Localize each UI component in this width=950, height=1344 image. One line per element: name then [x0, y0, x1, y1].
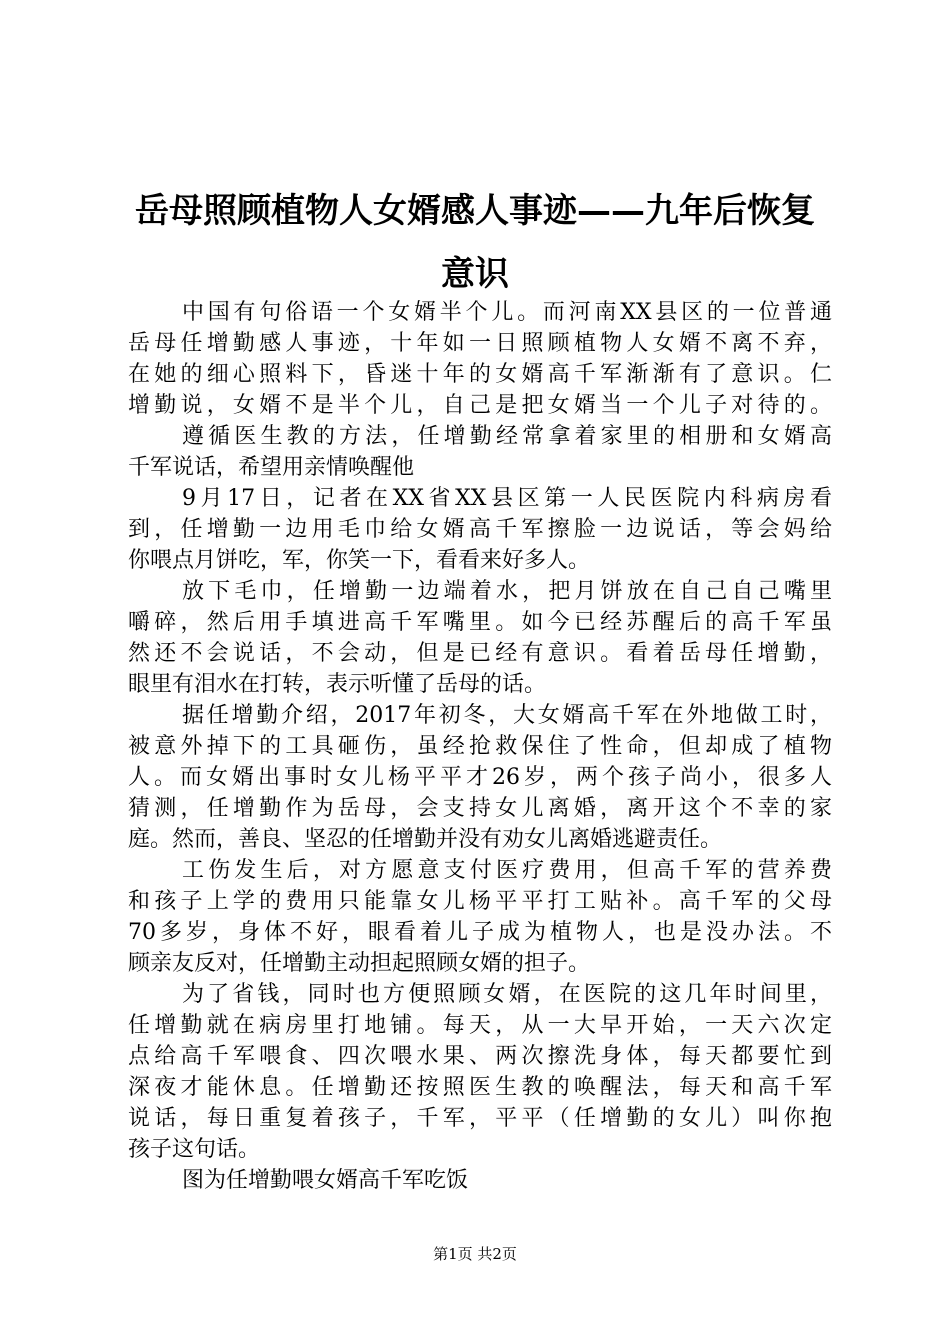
body-line: 据任增勤介绍，2017年初冬，大女婿高千军在外地做工时， — [182, 703, 832, 728]
body-line: 嚼碎，然后用手填进高千军嘴里。如今已经苏醒后的高千军虽 — [128, 610, 832, 635]
image-caption: 图为任增勤喂女婿高千军吃饭 — [182, 1168, 469, 1193]
body-line: 你喂点月饼吃，军，你笑一下，看看来好多人。 — [128, 548, 591, 573]
body-line: 深夜才能休息。任增勤还按照医生教的唤醒法，每天和高千军 — [128, 1075, 832, 1100]
body-line: 然还不会说话，不会动，但是已经有意识。看着岳母任增勤， — [128, 641, 832, 666]
body-line: 9月17日，记者在XX省XX县区第一人民医院内科病房看 — [182, 486, 832, 511]
body-line: 放下毛巾，任增勤一边端着水，把月饼放在自己自己嘴里 — [182, 579, 832, 604]
body-line: 顾亲友反对，任增勤主动担起照顾女婿的担子。 — [128, 951, 591, 976]
page-number-footer: 第1页 共2页 — [433, 1245, 517, 1263]
body-line: 中国有句俗语一个女婿半个儿。而河南XX县区的一位普通 — [182, 300, 832, 325]
body-line: 遵循医生教的方法，任增勤经常拿着家里的相册和女婿高 — [182, 424, 832, 449]
body-line: 工伤发生后，对方愿意支付医疗费用，但高千军的营养费 — [182, 858, 832, 883]
body-line: 人。而女婿出事时女儿杨平平才26岁，两个孩子尚小，很多人 — [128, 765, 832, 790]
body-line: 增勤说，女婿不是半个儿，自己是把女婿当一个儿子对待的。 — [128, 393, 832, 418]
document-title — [118, 180, 832, 306]
body-line: 庭。然而，善良、坚忍的任增勤并没有劝女儿离婚逃避责任。 — [128, 827, 723, 852]
body-line: 说话，每日重复着孩子，千军，平平（任增勤的女儿）叫你抱 — [128, 1106, 832, 1131]
title-line-2: 意识 — [441, 254, 509, 294]
body-line: 任增勤就在病房里打地铺。每天，从一大早开始，一天六次定 — [128, 1013, 832, 1038]
body-line: 和孩子上学的费用只能靠女儿杨平平打工贴补。高千军的父母 — [128, 889, 832, 914]
body-line: 70多岁，身体不好，眼看着儿子成为植物人，也是没办法。不 — [128, 920, 832, 945]
body-line: 在她的细心照料下，昏迷十年的女婿高千军渐渐有了意识。仁 — [128, 362, 832, 387]
body-line: 为了省钱，同时也方便照顾女婿，在医院的这几年时间里， — [182, 982, 832, 1007]
body-line: 千军说话，希望用亲情唤醒他 — [128, 455, 415, 480]
title-line-1: 岳母照顾植物人女婿感人事迹——九年后恢复 — [135, 191, 815, 231]
body-line: 被意外掉下的工具砸伤，虽经抢救保住了性命，但却成了植物 — [128, 734, 832, 759]
body-line: 点给高千军喂食、四次喂水果、两次擦洗身体，每天都要忙到 — [128, 1044, 832, 1069]
body-line: 眼里有泪水在打转，表示听懂了岳母的话。 — [128, 672, 547, 697]
body-line: 到，任增勤一边用毛巾给女婿高千军擦脸一边说话，等会妈给 — [128, 517, 832, 542]
body-line: 猜测，任增勤作为岳母，会支持女儿离婚，离开这个不幸的家 — [128, 796, 832, 821]
body-line: 岳母任增勤感人事迹，十年如一日照顾植物人女婿不离不弃， — [128, 331, 832, 356]
body-line: 孩子这句话。 — [128, 1137, 261, 1162]
